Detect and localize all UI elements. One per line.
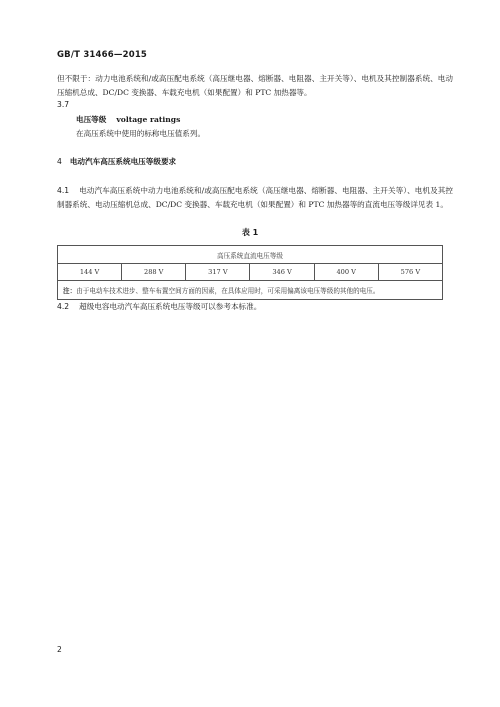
term-definition: 在高压系统中使用的标称电压值系列。 — [76, 129, 206, 138]
term-title-en: voltage ratings — [116, 115, 181, 124]
term-title — [76, 114, 180, 125]
voltage-table — [57, 245, 443, 300]
section-heading — [57, 156, 176, 167]
section-number: 4 — [57, 157, 62, 166]
clause-number: 4.2 — [57, 302, 70, 311]
note-text: 由于电动车技术进步、整车布置空间方面的因素，在具体应用时，可采用偏离该电压等级的其他的电压。 — [76, 287, 380, 295]
intro-paragraph: 但不限于：动力电池系统和/或高压配电系统（高压继电器、熔断器、电阻器、主开关等）、电机及其控制器系统、电动压缩机总成、DC/DC 变换器、车载充电机（如果配置）和 PTC 加热器等。 — [57, 74, 453, 97]
standard-code: GB/T 31466—2015 — [57, 50, 148, 60]
clause-4-2 — [57, 300, 453, 314]
table-row — [58, 264, 443, 281]
table-note-row — [58, 281, 443, 300]
table-cell: 317 V — [186, 264, 250, 281]
page-number: 2 — [57, 645, 62, 654]
table-cell: 346 V — [250, 264, 314, 281]
table-cell: 400 V — [314, 264, 378, 281]
table-header-row — [58, 246, 443, 264]
clause-4-1 — [57, 184, 453, 212]
table-cell: 288 V — [122, 264, 186, 281]
note-label: 注： — [63, 287, 77, 295]
clause-text: 超级电容电动汽车高压系统电压等级可以参考本标准。 — [79, 302, 262, 311]
clause-number: 4.1 — [57, 186, 70, 195]
table-cell: 576 V — [378, 264, 442, 281]
table-title: 表 1 — [241, 228, 259, 237]
table-note — [58, 281, 443, 300]
table-cell: 144 V — [58, 264, 122, 281]
term-title-zh: 电压等级 — [76, 115, 107, 124]
section-title: 电动汽车高压系统电压等级要求 — [69, 157, 177, 166]
clause-text: 电动汽车高压系统中动力电池系统和/或高压配电系统（高压继电器、熔断器、电阻器、主开关等）、电机及其控制器系统、电动压缩机总成、DC/DC 变换器、车载充电机（如果配置）和 PTC 加热器等的直流电压等级详见表 1。 — [57, 186, 453, 209]
table-header-cell: 高压系统直流电压等级 — [58, 246, 443, 264]
term-number: 3.7 — [57, 100, 70, 109]
